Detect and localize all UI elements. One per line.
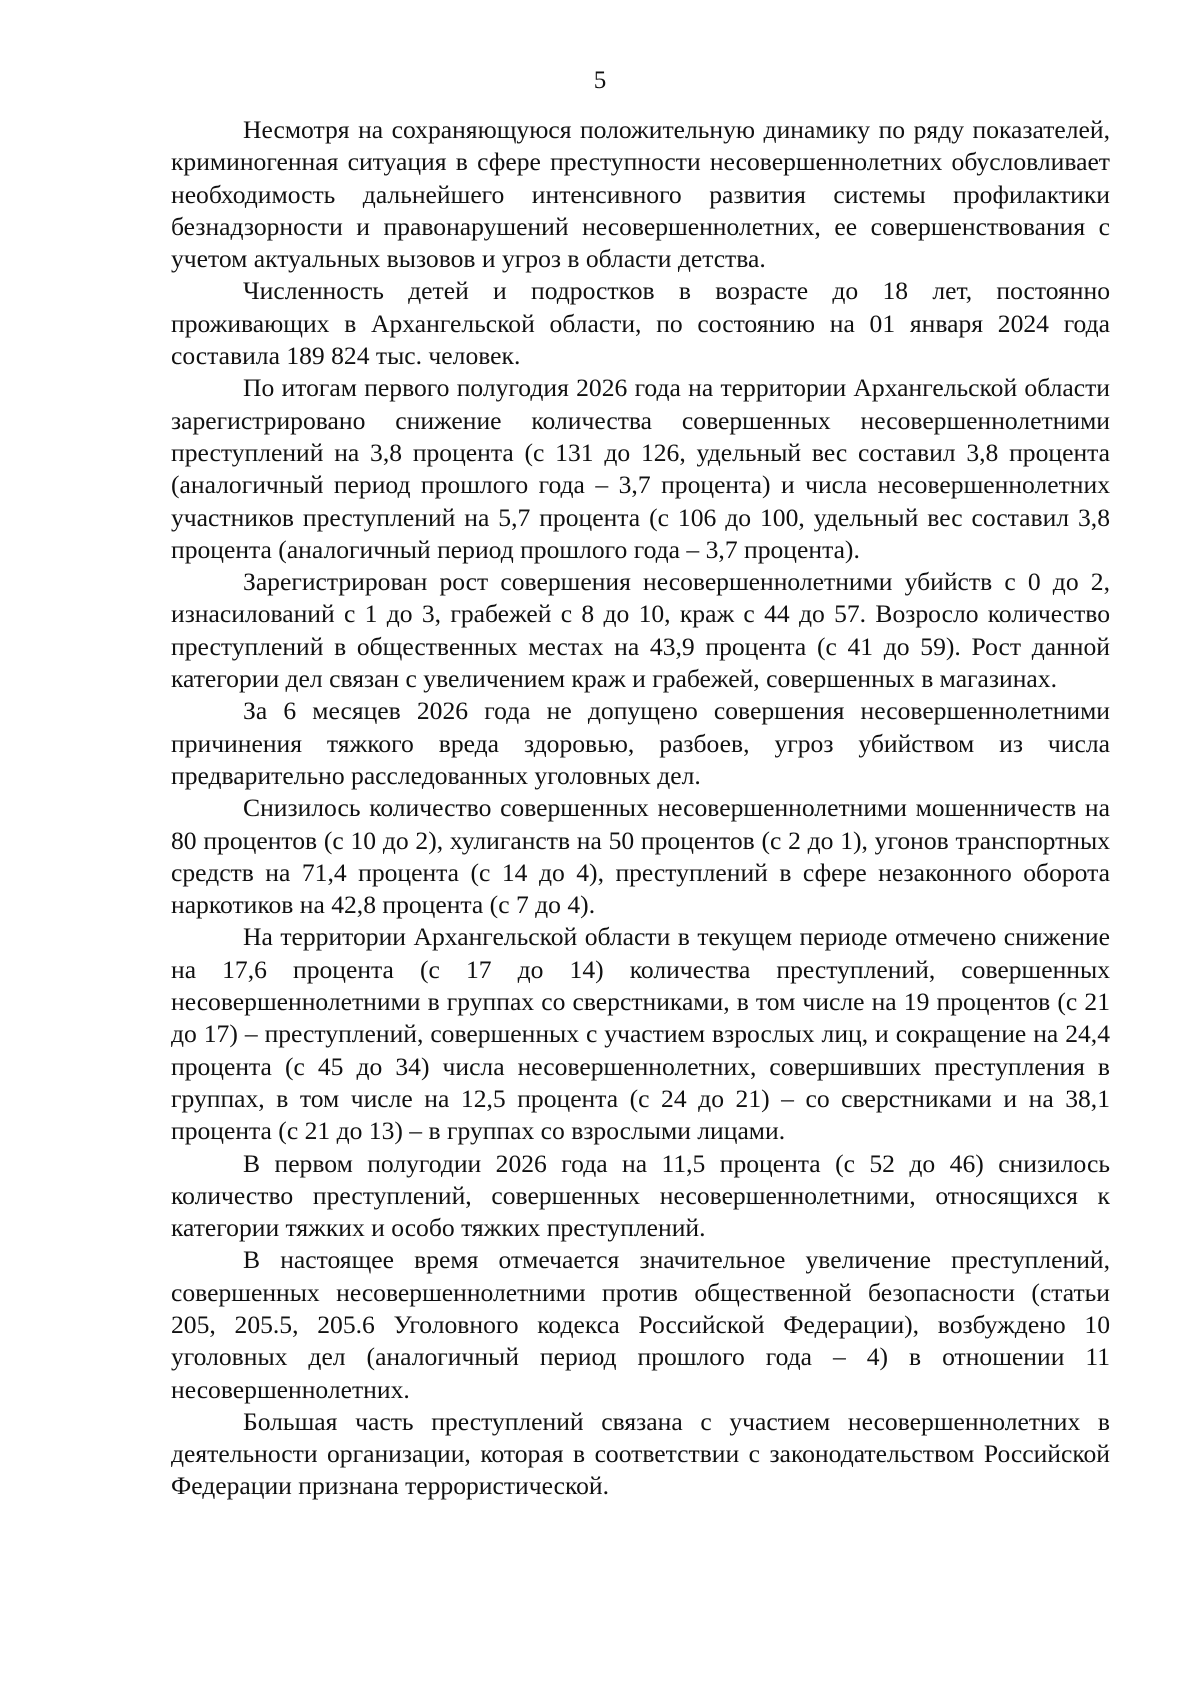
paragraph-5: За 6 месяцев 2026 года не допущено совершения несовершеннолетними причинения тяжкого вреда здоровью, разбоев, угроз убийством из числа предварительно расследованных уголовных дел. bbox=[171, 696, 1110, 790]
paragraph-3: По итогам первого полугодия 2026 года на территории Архангельской области зарегистрировано снижение количества совершенных несовершеннолетними преступлений на 3,8 процента (с 131 до 126, удельный вес составил 3,8 процента (аналогичный период прошлого года – 3,7 процента) и числа несовершеннолетних участников преступлений на 5,7 процента (с 106 до 100, удельный вес составил 3,8 процента (аналогичный период прошлого года – 3,7 процента). bbox=[171, 373, 1110, 564]
paragraph-1: Несмотря на сохраняющуюся положительную динамику по ряду показателей, криминогенная ситуация в сфере преступности несовершеннолетних обусловливает необходимость дальнейшего интенсивного развития системы профилактики безнадзорности и правонарушений несовершеннолетних, ее совершенствования с учетом актуальных вызовов и угроз в области детства. bbox=[171, 115, 1110, 274]
paragraph-2: Численность детей и подростков в возрасте до 18 лет, постоянно проживающих в Архангельской области, по состоянию на 01 января 2024 года составила 189 824 тыс. человек. bbox=[171, 276, 1110, 371]
paragraph-6: Снизилось количество совершенных несовершеннолетними мошенничеств на 80 процентов (с 10 до 2), хулиганств на 50 процентов (с 2 до 1), угонов транспортных средств на 71,4 процента (с 14 до 4), преступлений в сфере незаконного оборота наркотиков на 42,8 процента (с 7 до 4). bbox=[171, 793, 1110, 920]
paragraph-9: В настоящее время отмечается значительное увеличение преступлений, совершенных несовершеннолетними против общественной безопасности (статьи 205, 205.5, 205.6 Уголовного кодекса Российской Федерации), возбуждено 10 уголовных дел (аналогичный период прошлого года – 4) в отношении 11 несовершеннолетних. bbox=[171, 1245, 1110, 1404]
document-body bbox=[171, 114, 1110, 1503]
page-number: 5 bbox=[593, 67, 607, 94]
paragraph-7: На территории Архангельской области в текущем периоде отмечено снижение на 17,6 процента (с 17 до 14) количества преступлений, совершенных несовершеннолетними в группах со сверстниками, в том числе на 19 процентов (с 21 до 17) – преступлений, совершенных с участием взрослых лиц, и сокращение на 24,4 процента (с 45 до 34) числа несовершеннолетних, совершивших преступления в группах, в том числе на 12,5 процента (с 24 до 21) – со сверстниками и на 38,1 процента (с 21 до 13) – в группах со взрослыми лицами. bbox=[171, 922, 1110, 1146]
paragraph-8: В первом полугодии 2026 года на 11,5 процента (с 52 до 46) снизилось количество преступлений, совершенных несовершеннолетними, относящихся к категории тяжких и особо тяжких преступлений. bbox=[171, 1148, 1110, 1243]
paragraph-4: Зарегистрирован рост совершения несовершеннолетними убийств с 0 до 2, изнасилований с 1 до 3, грабежей с 8 до 10, краж с 44 до 57. Возросло количество преступлений в общественных местах на 43,9 процента (с 41 до 59). Рост данной категории дел связан с увеличением краж и грабежей, совершенных в магазинах. bbox=[171, 567, 1110, 694]
paragraph-10: Большая часть преступлений связана с участием несовершеннолетних в деятельности организации, которая в соответствии с законодательством Российской Федерации признана террористической. bbox=[171, 1406, 1110, 1501]
